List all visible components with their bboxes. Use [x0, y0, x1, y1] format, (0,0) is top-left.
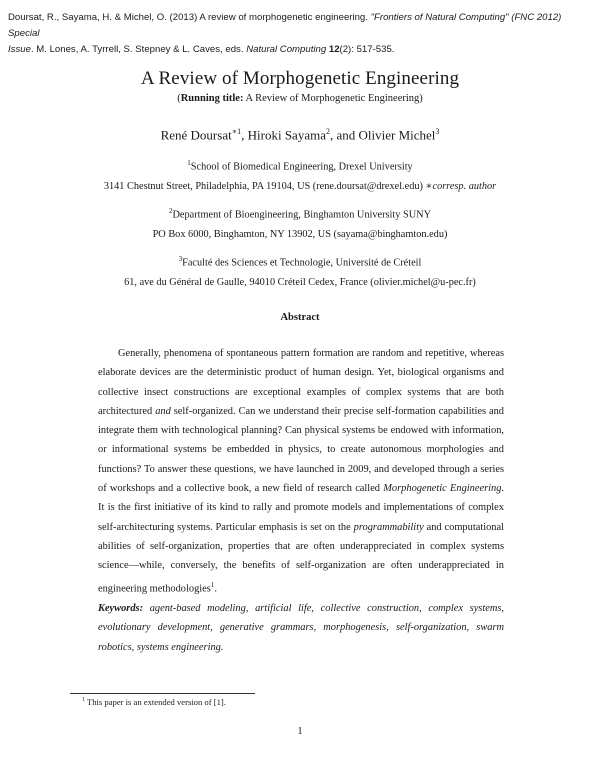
affiliation-1 [0, 153, 600, 197]
abstract-text: Generally, phenomena of spontaneous pattern formation are random and repetitive, whereas elaborate devices are the deterministic product of human design. Yet, biological organisms and collective insect constructions are exceptional examples of complex systems that are both architectured [98, 348, 504, 417]
running-title-label: Running title: [180, 93, 244, 104]
affiliation-address: PO Box 6000, Binghamton, NY 13902, US (sayama@binghamton.edu) [152, 229, 448, 241]
abstract-text: self-organized. Can we understand their precise self-formation capabilities and integrate them with technological planning? Can physical systems be endowed with information, or informational systems be embedded in physics, to create autonomous morphologies and functions? To answer these questions, we have launched in 2009, and developed through a series of workshops and a collective book, a new field of research called [98, 405, 504, 495]
affiliation-address: 61, ave du Général de Gaulle, 94010 Créteil Cedex, France (olivier.michel@u-pec.fr) [124, 277, 476, 289]
author-sup: 3 [435, 127, 440, 136]
abstract-body [98, 344, 504, 598]
abstract-text: . It is the first initiative of its kind to rally and promote models and implementations of complex self-architecturing systems. Particular emphasis is set on the [98, 483, 505, 533]
keywords-list: agent-based modeling, artificial life, collective construction, complex systems, evolutionary development, generative grammars, morphogenesis, self-organization, swarm robotics, systems engineering. [98, 603, 504, 653]
author-name: Hiroki Sayama [247, 127, 326, 143]
running-title [0, 93, 600, 104]
footnote-divider [70, 693, 255, 694]
citation-editors: . M. Lones, A. Tyrrell, S. Stepney & L. Caves, eds. [30, 44, 247, 55]
citation-authors: Doursat, R., Sayama, H. & Michel, O. (2013) A review of morphogenetic engineering. [8, 12, 371, 23]
author-name: René Doursat [160, 127, 232, 143]
author-separator: , [241, 127, 248, 143]
abstract-emphasis: and [155, 405, 171, 417]
abstract-emphasis: programmability [353, 521, 424, 533]
page-number: 1 [297, 726, 303, 737]
citation-volume: 12 [328, 44, 340, 55]
footnote-text: This paper is an extended version of [1]. [87, 697, 226, 707]
corresponding-author-note: ∗corresp. author [425, 181, 497, 193]
abstract-emphasis: Morphogenetic Engineering [383, 483, 502, 495]
citation-issue-word: Issue [8, 44, 31, 55]
author-list [0, 127, 600, 143]
affiliation-sup: 1 [187, 159, 191, 167]
author-name: Olivier Michel [358, 127, 436, 143]
citation-special-issue: "Frontiers of Natural Computing" (FNC 2012) Special [8, 12, 562, 39]
footnote-marker[interactable]: 1 [210, 580, 215, 589]
citation-journal: Natural Computing [246, 44, 327, 55]
affiliation-3 [0, 249, 600, 293]
abstract-text: and computational abilities of self-organization, properties that are often underappreciated in complex systems science—while, conversely, the benefits of self-organization are often underappreciated in engineering methodologies [98, 521, 504, 595]
abstract-text-end: . [214, 583, 217, 595]
running-title-text: A Review of Morphogenetic Engineering) [243, 93, 423, 104]
footnote [82, 697, 226, 707]
affiliation-sup: 3 [178, 255, 183, 263]
affiliation-2 [0, 201, 600, 245]
affiliation-sup: 2 [168, 207, 173, 215]
keywords [98, 599, 504, 657]
footnote-mark: 1 [82, 697, 85, 704]
affiliation-institution: School of Biomedical Engineering, Drexel University [190, 161, 413, 173]
author-separator: , and [329, 127, 359, 143]
author-sup: ∗1 [231, 127, 242, 136]
citation-pages: (2): 517-535. [339, 44, 395, 55]
keywords-label: Keywords: [98, 603, 144, 614]
author-sup: 2 [325, 127, 330, 136]
affiliation-address: 3141 Chestnut Street, Philadelphia, PA 19104, US (rene.doursat@drexel.edu) [103, 181, 426, 193]
citation-header [8, 10, 593, 58]
affiliation-institution: Department of Bioengineering, Binghamton University SUNY [172, 209, 432, 221]
abstract-heading: Abstract [280, 312, 320, 323]
running-title-open: ( [177, 93, 181, 104]
paper-title: A Review of Morphogenetic Engineering [140, 68, 460, 89]
affiliation-institution: Faculté des Sciences et Technologie, Université de Créteil [182, 257, 422, 269]
